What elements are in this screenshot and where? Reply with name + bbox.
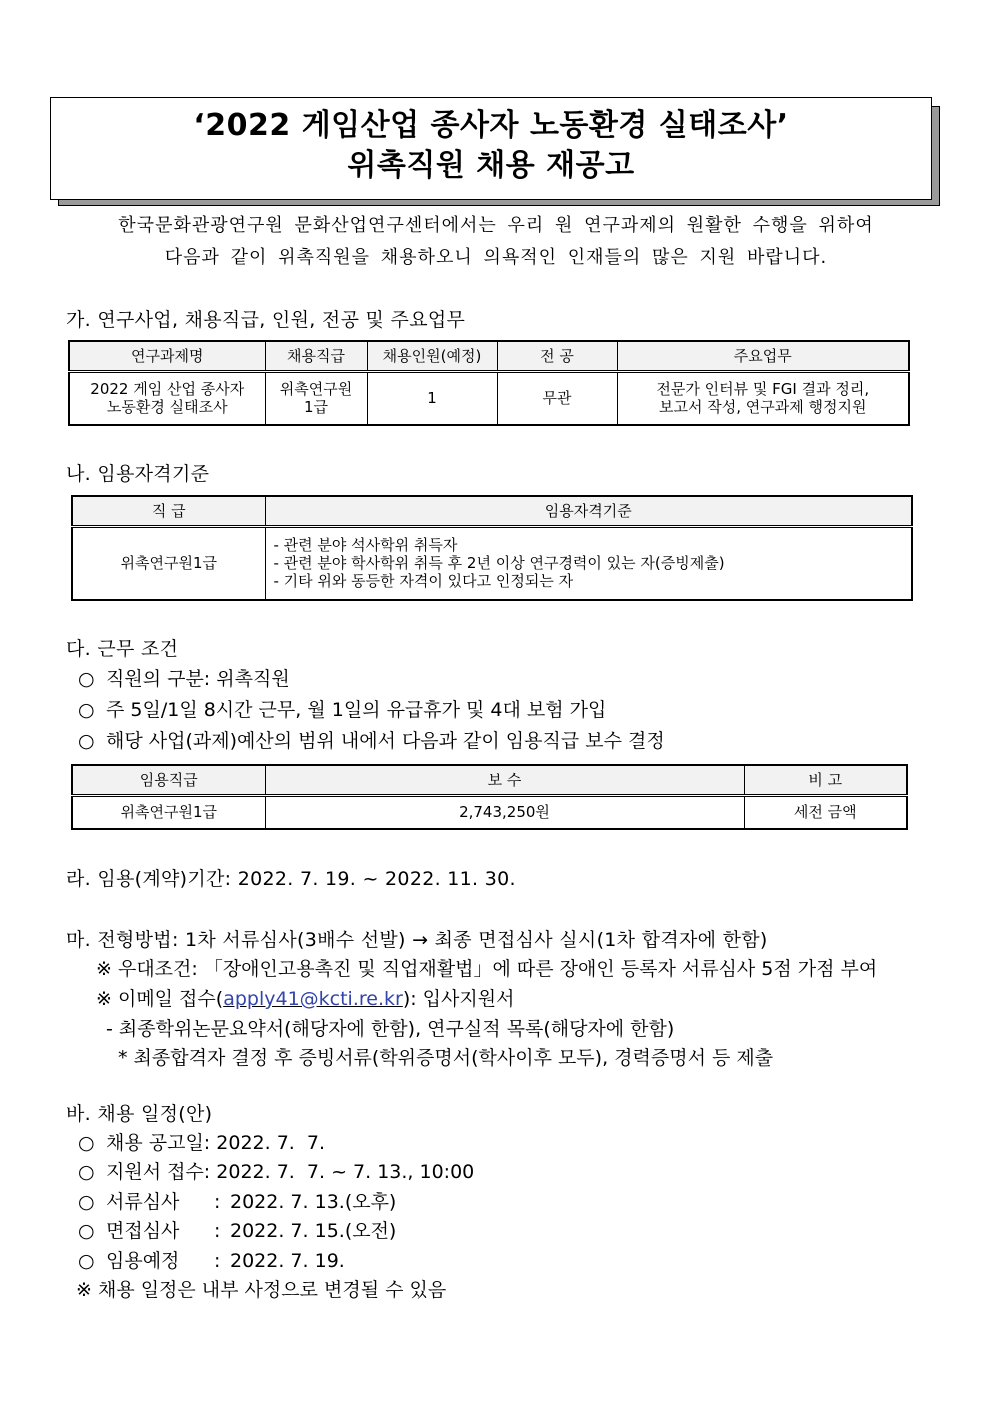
table-row — [72, 795, 907, 829]
list-item — [78, 729, 665, 753]
bullet-mark: ○ — [78, 1191, 95, 1213]
table-header-cell: 전 공 — [497, 341, 617, 371]
schedule-sep: : — [214, 1250, 221, 1272]
email-note-suffix: ): 입사지원서 — [402, 988, 515, 1010]
table-header-cell: 직 급 — [72, 496, 265, 526]
pay-table — [71, 764, 908, 830]
table-header-cell: 임용자격기준 — [265, 496, 912, 526]
grade-cell: 위촉연구원1급 — [72, 795, 265, 829]
project-name-line1: 2022 게임 산업 종사자 — [90, 380, 245, 399]
bullet-mark: ○ — [78, 699, 95, 721]
section-ba-title: 바. 채용 일정(안) — [66, 1103, 213, 1125]
duty-line1: 전문가 인터뷰 및 FGI 결과 정리, — [656, 380, 870, 399]
bullet-mark: ○ — [78, 1250, 95, 1272]
bullet-mark: ○ — [78, 1132, 95, 1154]
duty-line2: 보고서 작성, 연구과제 행정지원 — [659, 398, 867, 417]
table-header-cell: 연구과제명 — [69, 341, 265, 371]
schedule-item — [78, 1131, 325, 1155]
position-line2: 1급 — [303, 398, 329, 417]
table-header-row — [72, 496, 912, 526]
section-da-title: 다. 근무 조건 — [66, 638, 179, 660]
note-cell: 세전 금액 — [744, 795, 907, 829]
table-header-cell: 채용직급 — [265, 341, 367, 371]
count-cell: 1 — [367, 371, 497, 425]
table-header-cell: 채용인원(예정) — [367, 341, 497, 371]
page-title-line1: ‘2022 게임산업 종사자 노동환경 실태조사’ — [193, 108, 789, 143]
schedule-label: 채용 공고일: — [106, 1132, 211, 1154]
table-row — [72, 526, 912, 600]
preference-note: ※ 우대조건: 「장애인고용촉진 및 직업재활법」에 따른 장애인 등록자 서류심사 5점 가점 부여 — [96, 958, 878, 980]
schedule-value: 2022. 7. 13.(오후) — [230, 1191, 397, 1213]
proof-note: * 최종합격자 결정 후 증빙서류(학위증명서(학사이후 모두), 경력증명서 등 제출 — [118, 1047, 774, 1069]
bullet-mark: ○ — [78, 1161, 95, 1183]
email-link[interactable] — [223, 988, 403, 1010]
table-header-cell: 주요업무 — [617, 341, 909, 371]
document-note: - 최종학위논문요약서(해당자에 한함), 연구실적 목록(해당자에 한함) — [106, 1018, 675, 1040]
table-header-cell: 보 수 — [265, 765, 744, 795]
schedule-value: 2022. 7. 7. — [216, 1132, 326, 1154]
duty-cell — [617, 371, 909, 425]
email-note-prefix: ※ 이메일 접수( — [96, 988, 224, 1010]
intro-paragraph — [60, 210, 932, 274]
table-header-row — [69, 341, 909, 371]
schedule-label: 지원서 접수: — [106, 1161, 211, 1183]
section-ra-title: 라. 임용(계약)기간: 2022. 7. 19. ~ 2022. 11. 30. — [66, 868, 516, 890]
schedule-item — [78, 1219, 396, 1243]
criteria-item: - 관련 분야 학사학위 취득 후 2년 이상 연구경력이 있는 자(증빙제출) — [273, 554, 725, 573]
bullet-mark: ○ — [78, 730, 95, 752]
intro-line1: 한국문화관광연구원 문화산업연구센터에서는 우리 원 연구과제의 원활한 수행을 위하여 — [118, 215, 874, 236]
title-box — [50, 97, 932, 200]
pay-cell: 2,743,250원 — [265, 795, 744, 829]
schedule-item — [78, 1249, 345, 1273]
schedule-item — [78, 1190, 396, 1214]
email-note — [96, 987, 514, 1011]
criteria-item: - 관련 분야 석사학위 취득자 — [273, 536, 458, 555]
schedule-sep: : — [214, 1220, 221, 1242]
bullet-text: 해당 사업(과제)예산의 범위 내에서 다음과 같이 임용직급 보수 결정 — [106, 730, 665, 752]
schedule-label: 면접심사 — [106, 1220, 180, 1242]
criteria-item: - 기타 위와 동등한 자격이 있다고 인정되는 자 — [273, 572, 574, 591]
bullet-mark: ○ — [78, 1220, 95, 1242]
table-header-row — [72, 765, 907, 795]
bullet-text: 직원의 구분: 위촉직원 — [106, 668, 290, 690]
section-na-title: 나. 임용자격기준 — [66, 463, 210, 485]
project-name-cell — [69, 371, 265, 425]
schedule-value: 2022. 7. 7. ~ 7. 13., 10:00 — [216, 1161, 475, 1183]
grade-cell: 위촉연구원1급 — [72, 526, 265, 600]
page-title-line2: 위촉직원 채용 재공고 — [347, 148, 635, 183]
table-header-cell: 임용직급 — [72, 765, 265, 795]
schedule-label: 임용예정 — [106, 1250, 180, 1272]
schedule-value: 2022. 7. 15.(오전) — [230, 1220, 397, 1242]
intro-line2: 다음과 같이 위촉직원을 채용하오니 의욕적인 인재들의 많은 지원 바랍니다. — [164, 247, 828, 268]
table-row — [69, 371, 909, 425]
bullet-mark: ○ — [78, 668, 95, 690]
schedule-label: 서류심사 — [106, 1191, 180, 1213]
list-item — [78, 667, 290, 691]
major-cell: 무관 — [497, 371, 617, 425]
project-name-line2: 노동환경 실태조사 — [106, 398, 228, 417]
schedule-item — [78, 1160, 474, 1184]
criteria-cell — [265, 526, 912, 600]
schedule-value: 2022. 7. 19. — [230, 1250, 345, 1272]
section-ga-title: 가. 연구사업, 채용직급, 인원, 전공 및 주요업무 — [66, 309, 466, 331]
project-table — [68, 340, 910, 426]
position-line1: 위촉연구원 — [279, 380, 353, 399]
table-header-cell: 비 고 — [744, 765, 907, 795]
qualification-table — [71, 495, 913, 601]
email-text: apply41@kcti.re.kr — [223, 988, 403, 1010]
list-item — [78, 698, 606, 722]
schedule-footnote: ※ 채용 일정은 내부 사정으로 변경될 수 있음 — [76, 1279, 447, 1301]
position-cell — [265, 371, 367, 425]
schedule-sep: : — [214, 1191, 221, 1213]
section-ma-title: 마. 전형방법: 1차 서류심사(3배수 선발) → 최종 면접심사 실시(1차 합격자에 한함) — [66, 929, 768, 951]
bullet-text: 주 5일/1일 8시간 근무, 월 1일의 유급휴가 및 4대 보험 가입 — [106, 699, 607, 721]
